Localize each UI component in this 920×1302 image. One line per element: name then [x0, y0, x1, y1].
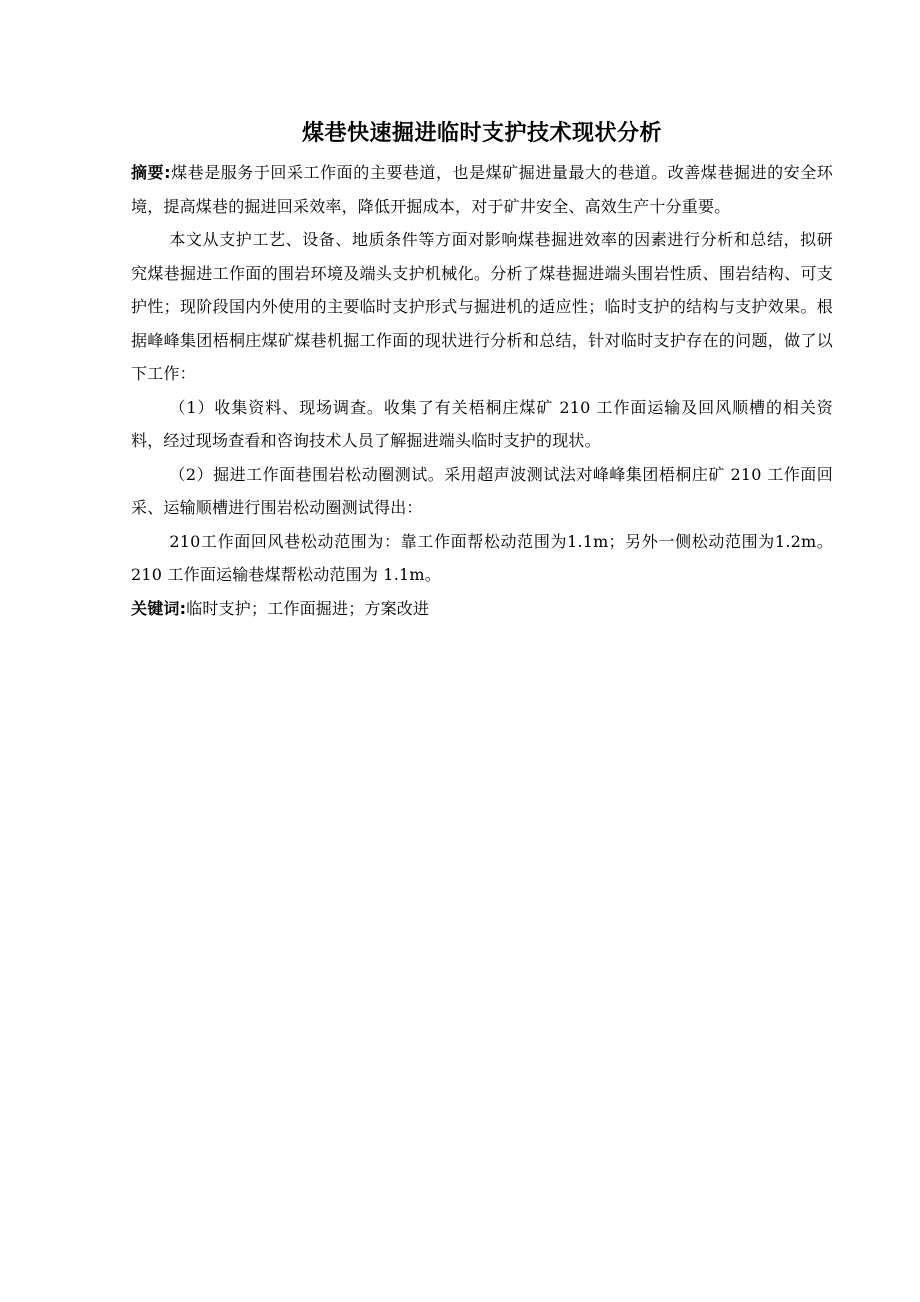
document-title: 煤巷快速掘进临时支护技术现状分析	[301, 121, 662, 146]
keywords-text: 临时支护；工作面掘进；方案改进	[186, 598, 430, 618]
document-page	[131, 112, 833, 625]
body-paragraph-2: （1）收集资料、现场调查。收集了有关梧桐庄煤矿 210 工作面运输及回风顺槽的相关资料，经过现场查看和咨询技术人员了解掘进端头临时支护的现状。	[131, 397, 833, 450]
body-paragraph-3: （2）掘进工作面巷围岩松动圈测试。采用超声波测试法对峰峰集团梧桐庄矿 210 工作面回采、运输顺槽进行围岩松动圈测试得出：	[131, 464, 833, 517]
abstract-paragraph	[131, 156, 833, 223]
keywords-paragraph	[131, 592, 833, 626]
body-paragraph-1: 本文从支护工艺、设备、地质条件等方面对影响煤巷掘进效率的因素进行分析和总结，拟研究煤巷掘进工作面的围岩环境及端头支护机械化。分析了煤巷掘进端头围岩性质、围岩结构、可支护性；现阶段国内外使用的主要临时支护形式与掘进机的适应性；临时支护的结构与支护效果。根据峰峰集团梧桐庄煤矿煤巷机掘工作面的现状进行分析和总结，针对临时支护存在的问题，做了以下工作：	[131, 230, 833, 383]
abstract-text: 煤巷是服务于回采工作面的主要巷道，也是煤矿掘进量最大的巷道。改善煤巷掘进的安全环境，提高煤巷的掘进回采效率，降低开掘成本，对于矿井安全、高效生产十分重要。	[131, 163, 833, 216]
abstract-label: 摘要:	[131, 163, 171, 182]
keywords-label: 关键词:	[131, 598, 187, 618]
body-paragraph-4: 210工作面回风巷松动范围为：靠工作面帮松动范围为1.1m；另外一侧松动范围为1.2m。210 工作面运输巷煤帮松动范围为 1.1m。	[131, 531, 833, 584]
